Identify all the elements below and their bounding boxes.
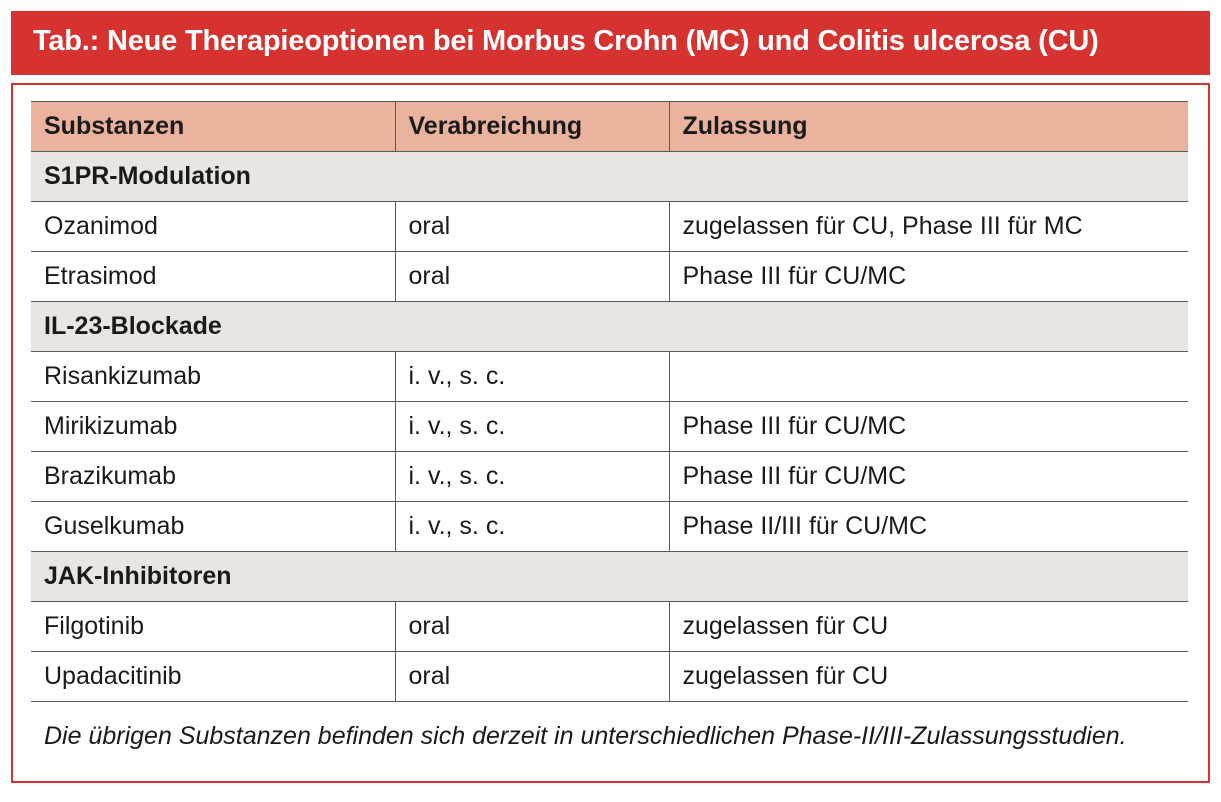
cell-route: i. v., s. c.	[395, 452, 669, 502]
table-row	[31, 452, 1188, 502]
cell-approval: zugelassen für CU	[669, 602, 1188, 652]
cell-approval: Phase II/III für CU/MC	[669, 502, 1188, 552]
header-row	[31, 102, 1188, 152]
cell-substance: Risankizumab	[31, 352, 395, 402]
group-row	[31, 152, 1188, 202]
cell-route: oral	[395, 202, 669, 252]
cell-substance: Mirikizumab	[31, 402, 395, 452]
title-bar	[11, 11, 1210, 75]
table-row	[31, 202, 1188, 252]
table-title: Tab.: Neue Therapieoptionen bei Morbus Crohn (MC) und Colitis ulcerosa (CU)	[33, 25, 1099, 57]
header-verabreichung: Verabreichung	[395, 102, 669, 152]
group-label: S1PR-Modulation	[31, 152, 1188, 202]
table-row	[31, 652, 1188, 702]
cell-route: i. v., s. c.	[395, 402, 669, 452]
cell-approval: Phase III für CU/MC	[669, 402, 1188, 452]
footnote: Die übrigen Substanzen befinden sich derzeit in unterschiedlichen Phase-II/III-Zulassungsstudien.	[44, 722, 1127, 750]
cell-route: i. v., s. c.	[395, 502, 669, 552]
group-row	[31, 552, 1188, 602]
cell-approval: zugelassen für CU	[669, 652, 1188, 702]
table-row	[31, 252, 1188, 302]
table-row	[31, 602, 1188, 652]
table-row	[31, 402, 1188, 452]
cell-substance: Guselkumab	[31, 502, 395, 552]
cell-substance: Filgotinib	[31, 602, 395, 652]
cell-approval: zugelassen für CU, Phase III für MC	[669, 202, 1188, 252]
header-substanzen: Substanzen	[31, 102, 395, 152]
cell-substance: Upadacitinib	[31, 652, 395, 702]
cell-approval	[669, 352, 1188, 402]
therapy-table	[31, 101, 1188, 702]
cell-substance: Brazikumab	[31, 452, 395, 502]
cell-route: oral	[395, 652, 669, 702]
table-row	[31, 352, 1188, 402]
cell-route: i. v., s. c.	[395, 352, 669, 402]
cell-approval: Phase III für CU/MC	[669, 452, 1188, 502]
group-label: IL-23-Blockade	[31, 302, 1188, 352]
group-row	[31, 302, 1188, 352]
cell-substance: Etrasimod	[31, 252, 395, 302]
header-zulassung: Zulassung	[669, 102, 1188, 152]
cell-substance: Ozanimod	[31, 202, 395, 252]
table-row	[31, 502, 1188, 552]
cell-route: oral	[395, 602, 669, 652]
cell-route: oral	[395, 252, 669, 302]
cell-approval: Phase III für CU/MC	[669, 252, 1188, 302]
group-label: JAK-Inhibitoren	[31, 552, 1188, 602]
